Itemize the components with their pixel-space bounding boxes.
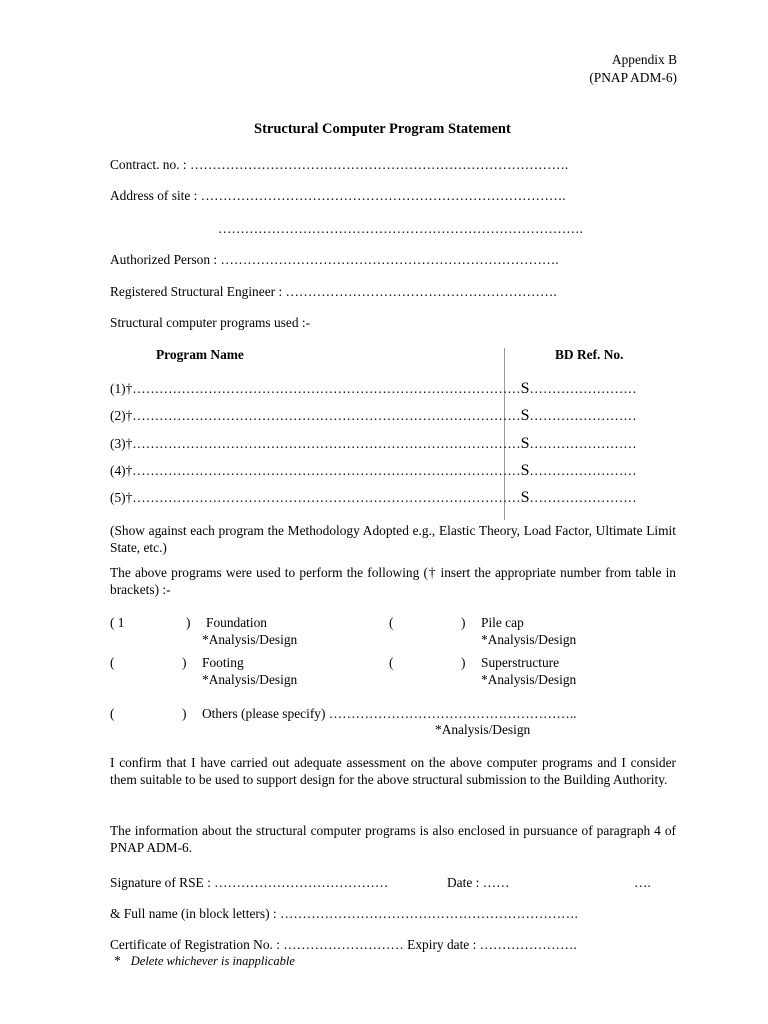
bracket-open: (	[110, 706, 115, 721]
analysis-design-label: *Analysis/Design	[202, 632, 298, 647]
date-field-tail: ….	[634, 875, 651, 890]
analysis-design-label: *Analysis/Design	[481, 632, 577, 647]
foundation-number: ( 1	[110, 615, 125, 630]
address-field: Address of site : ……………………………………………………………………….	[110, 188, 566, 203]
full-name-field: & Full name (in block letters) : ………………………………………………………….	[110, 906, 578, 921]
analysis-design-label: *Analysis/Design	[481, 672, 577, 687]
programs-used-label: Structural computer programs used :-	[110, 315, 311, 330]
confirmation-paragraph: I confirm that I have carried out adequate assessment on the above computer programs and I consider them suitable to be used to support design for the above structural submission to the Building Authority.	[110, 755, 676, 787]
rse-signature-field: Signature of RSE : …………………………………	[110, 875, 389, 890]
bracket-close: )	[461, 655, 466, 670]
analysis-design-label: *Analysis/Design	[202, 672, 298, 687]
bracket-close: )	[461, 615, 466, 630]
information-paragraph: The information about the structural computer programs is also enclosed in pursuance of paragraph 4 of PNAP ADM-6.	[110, 823, 676, 855]
program-row: (4)†……………………………………………………………………………S……………………	[110, 462, 637, 479]
bracket-open: (	[389, 615, 394, 630]
bd-ref-header: BD Ref. No.	[555, 347, 624, 362]
program-row: (2)†……………………………………………………………………………S……………………	[110, 407, 637, 424]
foundation-label: Foundation	[206, 615, 268, 630]
date-field: Date : ……	[447, 875, 510, 890]
footing-label: Footing	[202, 655, 244, 670]
footnote: * Delete whichever is inapplicable	[114, 953, 295, 968]
analysis-design-label: *Analysis/Design	[435, 722, 531, 737]
bracket-close: )	[182, 706, 187, 721]
bracket-close: )	[182, 655, 187, 670]
program-name-header: Program Name	[156, 347, 244, 362]
superstructure-label: Superstructure	[481, 655, 560, 670]
others-label: Others (please specify) ………………………………………………..	[202, 706, 577, 721]
contract-field: Contract. no. : ………………………………………………………………………….	[110, 157, 569, 172]
above-programs-text: The above programs were used to perform the following († insert the appropriate number from table in brackets) :-	[110, 565, 676, 597]
page-title: Structural Computer Program Statement	[254, 121, 511, 137]
program-row: (1)†……………………………………………………………………………S……………………	[110, 380, 637, 397]
pnap-ref: (PNAP ADM-6)	[589, 70, 677, 85]
certificate-field: Certificate of Registration No. : ……………………… Expiry date : ………………….	[110, 937, 577, 952]
appendix-label: Appendix B	[611, 52, 677, 67]
bracket-close: )	[186, 615, 191, 630]
authorized-person-field: Authorized Person : ………………………………………………………………….	[110, 252, 559, 267]
program-row: (3)†……………………………………………………………………………S……………………	[110, 435, 637, 452]
bracket-open: (	[389, 655, 394, 670]
pile-cap-label: Pile cap	[481, 615, 524, 630]
program-row: (5)†……………………………………………………………………………S……………………	[110, 489, 637, 506]
registered-engineer-field: Registered Structural Engineer : …………………………………………………….	[110, 284, 557, 299]
bracket-open: (	[110, 655, 115, 670]
methodology-note: (Show against each program the Methodology Adopted e.g., Elastic Theory, Load Factor, Ultimate Limit State, etc.)	[110, 523, 676, 555]
address-field-line2: ……………………………………………………………………….	[218, 221, 583, 236]
